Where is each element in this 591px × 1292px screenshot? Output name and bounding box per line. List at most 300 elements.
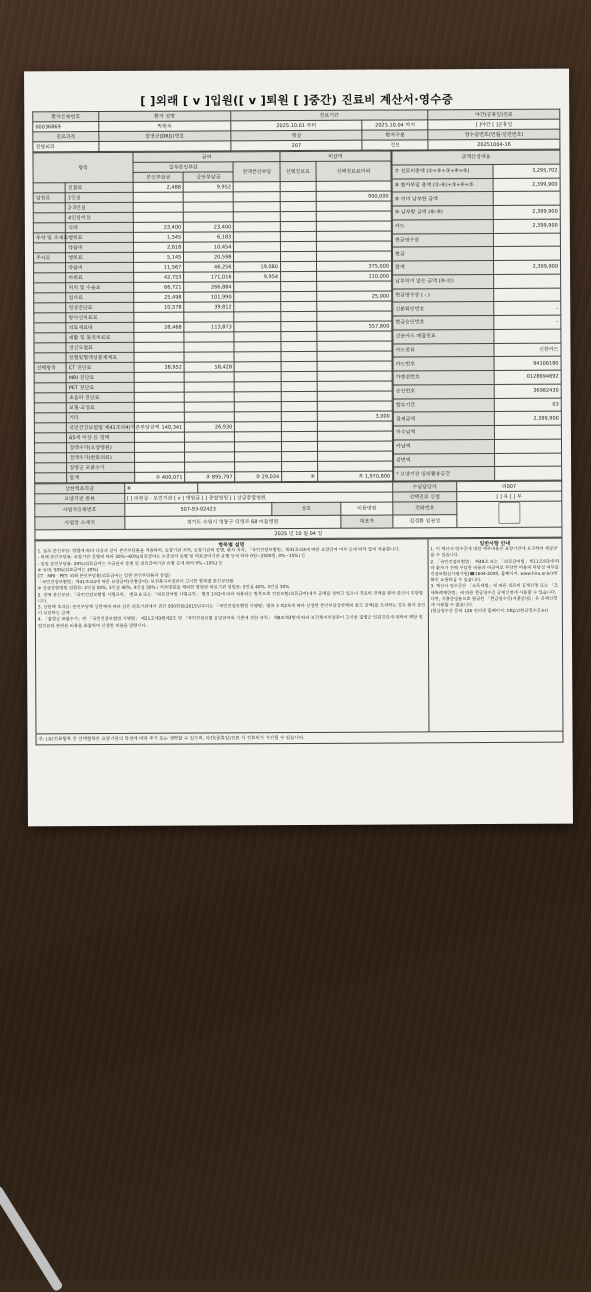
item-group xyxy=(34,393,66,403)
item-sel-pay xyxy=(281,401,317,411)
summary-row xyxy=(393,411,561,426)
item-ins-pay: 101,990 xyxy=(184,292,234,302)
dept-label: 진료과목 xyxy=(33,132,99,142)
summary-label: 합계 xyxy=(393,260,494,274)
summary-label: 결제금액 xyxy=(393,412,494,426)
item-full-pay xyxy=(234,332,281,342)
item-group xyxy=(34,413,66,423)
item-group xyxy=(34,353,66,363)
summary-value: 2,399,900 xyxy=(493,219,560,233)
period-to: 2025.10.04 까지 xyxy=(362,120,428,130)
item-self-pay xyxy=(134,372,184,382)
item-group: 선택항목 xyxy=(34,363,66,373)
item-sel-pay xyxy=(281,281,317,291)
name-label: 상호 xyxy=(272,502,341,515)
item-sel-pay xyxy=(281,351,317,361)
item-full-pay xyxy=(234,342,281,352)
item-notes xyxy=(34,538,429,734)
item-sel-other xyxy=(317,401,392,411)
tel-label: 전화번호 xyxy=(393,502,456,515)
period-from: 2025.10.01 부터 xyxy=(230,120,362,131)
header-table xyxy=(32,109,560,153)
item-ins-pay: 26,930 xyxy=(185,422,235,432)
item-sel-other: 375,000 xyxy=(316,261,391,271)
summary-value: - xyxy=(494,301,561,315)
summary-label: 감면액 xyxy=(394,453,495,467)
item-name: 처치 및 수술료 xyxy=(66,282,134,292)
note-item: 「국민건강보험법」제41조의4에 따른 요양급여(선별급여): 보건복지부장관이 고시한 항목별 본인부담률 xyxy=(37,579,234,586)
item-full-pay xyxy=(235,402,282,412)
drg xyxy=(99,141,231,152)
summary-value: 03 xyxy=(494,398,561,412)
item-ins-pay xyxy=(185,402,235,412)
item-full-pay xyxy=(234,282,281,292)
night-value: [ ]야간 [ ]공휴일 xyxy=(428,119,560,130)
summary-row xyxy=(393,425,561,440)
item-self-pay: 11,567 xyxy=(134,262,184,272)
item-sel-pay xyxy=(281,361,317,371)
item-full-pay: 9,954 xyxy=(234,272,281,282)
item-group xyxy=(33,183,65,193)
item-ins-pay xyxy=(185,452,235,462)
summary-label: 카납액 xyxy=(393,439,494,453)
ward-label: 병실 xyxy=(230,130,362,141)
item-sel-pay xyxy=(281,381,317,391)
item-full-pay xyxy=(235,452,282,462)
note-item: 1. 일부 본인부담: 법령에 따라 다음과 같이 본인부담률을 적용하며, 요양기관 지역, 요양기관의 종별, 환자 자격, 「국민건강보험법」제41조의4에 따른 요양급여 여부 등에 따라 달리 적용합니다. xyxy=(37,547,400,555)
hospital-name: 미듬병원 xyxy=(340,502,393,515)
item-group xyxy=(34,283,66,293)
item-name: 질병군 포괄수가 xyxy=(67,462,135,472)
summary-label: 신용카드 매출전표 xyxy=(393,329,494,343)
item-full-pay xyxy=(235,382,282,392)
item-sel-pay: ④ xyxy=(282,471,318,481)
general-item: 2. 「국민건강보험법」 제48조 또는 「의료급여법」제11조의3에 따라 환자가 전액 부담한 비용과 비급여로 부담한 비용의 타당성 여부를 건강보험심사평가원(☎1644-2000, 홈페이지: www.hira.or.kr)에 확인 요청하실 수 있습니다. xyxy=(430,559,560,584)
item-ins-pay xyxy=(184,202,234,212)
summary-label: 카드번호 xyxy=(393,357,494,371)
item-full-pay xyxy=(235,462,282,472)
item-group xyxy=(34,303,66,313)
item-sel-other xyxy=(317,451,392,461)
biz-no: 507-93-02423 xyxy=(124,503,272,517)
item-self-pay xyxy=(134,342,184,352)
item-self-pay: 66,721 xyxy=(134,282,184,292)
summary-value: - xyxy=(494,315,561,329)
patient-name-label: 환자 성명 xyxy=(99,111,231,122)
summary-row xyxy=(392,178,560,193)
item-ins-pay: 6,183 xyxy=(184,232,234,242)
notes-section xyxy=(34,538,563,735)
item-sel-other: 25,000 xyxy=(316,291,391,301)
item-sel-other xyxy=(317,371,392,381)
footnote: 주: (요)진료항목 중 선택항목은 요양기관의 특성에 따라 추가 또는 생략할 수 있으며, 야간(공휴일)진료 시 진료비가 가산될 수 있습니다. xyxy=(35,732,563,746)
item-name: 식대 xyxy=(66,222,134,232)
item-ins-pay xyxy=(184,352,234,362)
receipt-paper xyxy=(24,69,573,827)
item-group xyxy=(34,373,66,383)
item-ins-pay: 9,952 xyxy=(183,182,233,192)
summary-label: 현금영수증 xyxy=(392,233,493,247)
summary-label: 이수납액 xyxy=(393,425,494,439)
summary-row xyxy=(393,384,561,399)
item-sel-pay xyxy=(281,311,317,321)
summary-value: 2,399,900 xyxy=(493,260,560,274)
item-group xyxy=(34,273,66,283)
summary-value xyxy=(493,233,560,247)
summary-label: ⑧ 환자부담 총액 (①-⑥)+③+④+⑤ xyxy=(392,178,493,192)
item-name: 방사선치료료 xyxy=(66,312,134,322)
item-full-pay xyxy=(234,192,281,202)
item-self-pay xyxy=(135,442,185,452)
item-sel-other xyxy=(317,341,392,351)
hospital-stamp xyxy=(498,502,520,524)
summary-label: 할부기간 xyxy=(393,398,494,412)
issue-date: 2025 년 10 월 04 일 xyxy=(35,527,562,540)
item-sel-pay xyxy=(280,201,316,211)
note-item: - 입원 본인부담률: 20%(의료급여는 수급권자 종별 및 의료급여기관 유형 등에 따라 0%~10%) 등 xyxy=(37,561,223,567)
summary-label: 현금승인번호 xyxy=(393,315,494,329)
summary-row xyxy=(392,246,560,261)
summary-value: 0128694692 xyxy=(494,370,561,384)
item-self-pay: 2,618 xyxy=(134,242,184,252)
item-self-pay xyxy=(134,212,184,222)
item-name: 마취료 xyxy=(66,272,134,282)
summary-row xyxy=(393,370,561,385)
item-group: 투약 및 조제료 xyxy=(33,233,65,243)
item-sel-pay xyxy=(281,371,317,381)
summary-label: 신분확인번호 xyxy=(393,302,494,316)
item-name: 치료재료대 xyxy=(66,322,134,332)
item-sel-pay xyxy=(281,331,317,341)
item-ins-pay: ② 895,797 xyxy=(185,472,235,482)
summary-label: 승인번호 xyxy=(393,384,494,398)
item-sel-pay xyxy=(280,241,316,251)
summary-value: 36982430 xyxy=(494,384,561,398)
item-self-pay: 140,341 xyxy=(135,422,185,432)
item-sel-pay xyxy=(281,441,317,451)
ptype-label: 환자구분 xyxy=(362,130,428,140)
ward: 207 xyxy=(231,140,363,151)
item-row xyxy=(35,471,393,483)
item-self-pay xyxy=(135,412,185,422)
item-name: 2·3인실 xyxy=(65,202,133,212)
item-name: 약품비 xyxy=(66,242,134,252)
summary-label: 납부하지 않은 금액 (⑩-⑪) xyxy=(393,274,494,288)
note-item: 4. 「질병군 포괄수가」란 「국민건강보험법 시행령」 제21조제3항제2호 및 「국민건강보험 요양급여의 기준에 관한 규칙」 제8조제3항에 따라 보건복지부장관이 고시한 질병군 입원진료에 대하여 해당 입원진료와 관련된 비용을 포괄하여 산정한 비용을 말합니다. xyxy=(37,615,423,630)
col-item: 항목 xyxy=(33,152,133,183)
summary-value xyxy=(493,246,560,260)
item-sel-other xyxy=(317,361,392,371)
item-full-pay xyxy=(234,302,281,312)
item-self-pay xyxy=(134,332,184,342)
item-ins-pay xyxy=(184,312,234,322)
summary-row xyxy=(393,288,561,303)
hospital-stamp-cell xyxy=(456,501,562,528)
summary-value xyxy=(493,274,560,288)
summary-row xyxy=(393,356,561,371)
summary-row xyxy=(392,205,560,220)
summary-value: 신한카드 xyxy=(494,343,561,357)
item-name: 보철·교정료 xyxy=(66,402,134,412)
item-self-pay: 10,578 xyxy=(134,302,184,312)
summary-value: 2,399,900 xyxy=(494,411,561,425)
item-sel-pay xyxy=(280,181,316,191)
summary-row xyxy=(393,343,561,358)
item-sel-pay xyxy=(281,341,317,351)
col-self-pay: 본인부담금 xyxy=(133,172,183,182)
item-full-pay xyxy=(235,372,282,382)
receiver: 의007 xyxy=(456,481,562,492)
summary-row xyxy=(393,315,561,330)
patient-id-label: 환자등록번호 xyxy=(33,112,99,122)
item-sel-other xyxy=(317,331,392,341)
item-full-pay xyxy=(234,292,281,302)
summary-value xyxy=(494,425,561,439)
item-full-pay xyxy=(234,352,281,362)
item-group xyxy=(35,463,67,473)
item-ins-pay: 58,428 xyxy=(184,362,234,372)
main-grid xyxy=(32,150,562,484)
item-full-pay: 19,080 xyxy=(234,262,281,272)
item-sel-other xyxy=(317,301,392,311)
item-name: 초음파 진단료 xyxy=(66,392,134,402)
item-name: 진찰료 xyxy=(65,182,133,192)
summary-row xyxy=(393,274,561,289)
item-self-pay xyxy=(135,462,185,472)
summary-value xyxy=(494,453,561,467)
item-sel-other xyxy=(316,281,391,291)
item-sel-other xyxy=(317,441,392,451)
item-sel-other xyxy=(316,241,391,251)
item-self-pay xyxy=(133,192,183,202)
patient-name: 박현옥 xyxy=(99,121,231,132)
col-ins-pay: 공단부담금 xyxy=(183,172,233,182)
item-sel-pay xyxy=(281,301,317,311)
item-sel-other: 900,000 xyxy=(316,191,391,201)
item-name: 행위료 xyxy=(66,232,134,242)
item-full-pay xyxy=(235,432,282,442)
item-ins-pay xyxy=(185,432,235,442)
item-full-pay xyxy=(235,362,282,372)
summary-label: ⑦ 진료비총액 (①+②+③+④+⑤) xyxy=(392,164,493,178)
item-full-pay xyxy=(234,322,281,332)
item-self-pay: 38,952 xyxy=(134,362,184,372)
item-group xyxy=(34,433,66,443)
item-group xyxy=(33,223,65,233)
item-group xyxy=(34,443,66,453)
summary-value xyxy=(494,329,561,343)
item-full-pay xyxy=(235,412,282,422)
item-sel-other xyxy=(316,221,391,231)
col-self: 일부본인부담 xyxy=(133,162,233,173)
item-self-pay xyxy=(134,352,184,362)
rep-label: 대표자 xyxy=(340,515,393,528)
item-group xyxy=(35,473,67,483)
col-full: 전액본인부담 xyxy=(233,162,280,182)
item-full-pay xyxy=(234,232,281,242)
summary-label: ⑩ 납부할 금액 (⑧-⑨) xyxy=(392,205,493,219)
item-full-pay xyxy=(235,392,282,402)
item-group xyxy=(34,423,66,433)
item-group xyxy=(34,383,66,393)
summary-row xyxy=(392,191,560,206)
summary-value xyxy=(494,439,561,453)
item-sel-other xyxy=(316,201,391,211)
address: 경기도 수원시 영통구 덕영로 68 미듬병원 xyxy=(124,515,340,529)
item-sel-other xyxy=(316,181,391,191)
item-name: 65세 이상 등 정액 xyxy=(67,432,135,442)
item-sel-other xyxy=(317,461,392,471)
receiver-label: 수납담당자 xyxy=(393,482,456,492)
item-self-pay: 1,545 xyxy=(134,232,184,242)
summary-label: ⑨ 이미 납부한 금액 xyxy=(392,192,493,206)
item-full-pay xyxy=(234,252,281,262)
item-sel-pay xyxy=(281,321,317,331)
item-ins-pay xyxy=(184,372,234,382)
summary-value: 2,399,900 xyxy=(493,205,560,219)
item-sel-pay xyxy=(280,251,316,261)
item-full-pay xyxy=(235,422,282,432)
period-label: 진료기간 xyxy=(230,110,428,121)
representative: 김경환 임권성 xyxy=(393,515,456,528)
item-self-pay: 42,753 xyxy=(134,272,184,282)
item-group: 입원료 xyxy=(33,193,65,203)
item-ins-pay: 20,598 xyxy=(184,252,234,262)
item-group xyxy=(34,293,66,303)
summary-value: 2,399,900 xyxy=(493,178,560,192)
item-full-pay: ③ 29,034 xyxy=(235,472,282,482)
summary-row xyxy=(394,466,562,481)
general-item: 1. 이 계산서·영수증에 대한 세부내용은 요양기관에 요구하여 제공받을 수 있습니다. xyxy=(430,546,558,559)
item-full-pay xyxy=(234,222,281,232)
item-self-pay xyxy=(135,452,185,462)
sanghan-mark: ⑥ xyxy=(124,483,198,493)
note-item: CT · MRI · PET: 외래 본인부담률(의료급여는 입원 본인부담률과 동일) xyxy=(37,573,170,580)
item-sel-pay xyxy=(282,451,318,461)
items-table xyxy=(32,151,393,484)
item-full-pay xyxy=(234,202,281,212)
item-group xyxy=(33,243,65,253)
inst-type: [ ] 의원급 · 보건기관 [ v ] 병원급 [ ] 종합병원 [ ] 상급종합병원 xyxy=(124,492,393,503)
item-self-pay: 2,488 xyxy=(133,182,183,192)
summary-label: 카드 xyxy=(392,219,493,233)
item-sel-other xyxy=(317,381,392,391)
item-self-pay: 23,400 xyxy=(134,222,184,232)
item-name: 정신요법료 xyxy=(66,342,134,352)
item-sel-pay xyxy=(281,431,317,441)
summary-label: 현금 xyxy=(392,247,493,261)
item-name: 정액수가(완화의료) xyxy=(67,452,135,462)
item-sel-other xyxy=(317,311,392,321)
notes-title: 항목별 설명 xyxy=(218,542,245,549)
summary-row xyxy=(393,439,561,454)
item-group xyxy=(34,313,66,323)
item-self-pay: 5,145 xyxy=(134,252,184,262)
summary-row xyxy=(393,398,561,413)
item-group xyxy=(34,263,66,273)
general-item: 3. 계산서·영수증은 「소득세법」에 따른 의료비 공제신청 또는 「조세특례제한법」에 따른 현금영수증 공제신청에 사용할 수 있습니다. 다만, 지출증빙용으로 발급된 「현금영수증(지출증빙)」은 공제신청에 사용할 수 없습니다. xyxy=(430,584,559,609)
item-ins-pay xyxy=(184,212,234,222)
item-full-pay xyxy=(234,182,281,192)
item-group xyxy=(34,333,66,343)
item-ins-pay: 23,400 xyxy=(184,222,234,232)
general-title: 일반사항 안내 xyxy=(479,540,511,548)
summary-label: * 요양기관 임의활용공간 xyxy=(394,467,495,481)
item-full-pay xyxy=(235,442,282,452)
summary-value xyxy=(494,466,561,480)
item-name: MRI 진단료 xyxy=(66,372,134,382)
item-sel-other xyxy=(317,351,392,361)
dept: 정형외과 xyxy=(33,142,99,152)
item-sel-pay xyxy=(280,211,316,221)
col-pay: 급여 xyxy=(133,152,280,163)
item-sel-pay xyxy=(281,261,317,271)
summary-value xyxy=(493,288,560,302)
item-sel-pay xyxy=(280,221,316,231)
item-sel-pay xyxy=(281,271,317,281)
patient-id: 00036869 xyxy=(33,122,99,132)
summary-value: 3,295,702 xyxy=(493,164,560,178)
receipt-no-label: 영수증번호(연월-일련번호) xyxy=(428,129,560,140)
sanghan-label: 상한액초과금 xyxy=(35,483,125,493)
item-ins-pay: 39,812 xyxy=(184,302,234,312)
summary-row xyxy=(393,260,561,275)
item-ins-pay xyxy=(185,462,235,472)
item-sel-pay xyxy=(281,391,317,401)
summary-row xyxy=(392,219,560,234)
item-name: 영상진단료 xyxy=(66,302,134,312)
item-group: 주사료 xyxy=(33,253,65,263)
inst-type-label: 요양기관 종류 xyxy=(35,493,125,503)
summary-row xyxy=(393,329,561,344)
item-ins-pay: 113,873 xyxy=(184,322,234,332)
item-group xyxy=(34,403,66,413)
item-self-pay xyxy=(134,402,184,412)
item-ins-pay: 10,454 xyxy=(184,242,234,252)
note-item: - 외래 본인부담률: 요양기관 종별에 따라 30%~60%(의료급여는 수급권자 종별 및 의료급여기관 유형 등에 따라 0원~2500원, 0%~15%) 등 xyxy=(37,554,306,561)
item-self-pay xyxy=(134,312,184,322)
general-item: (현금영수증 문의 126 인터넷 홈페이지: http://현금영수증.kr) xyxy=(430,608,549,615)
item-group xyxy=(33,203,65,213)
summary-label: 현금영수증 ( - ) xyxy=(393,288,494,302)
item-self-pay xyxy=(134,382,184,392)
item-sel-other xyxy=(316,211,391,221)
item-full-pay xyxy=(234,242,281,252)
drg-label: 질병군(DRG)번호 xyxy=(99,131,231,142)
item-self-pay: 28,468 xyxy=(134,322,184,332)
item-full-pay xyxy=(234,212,281,222)
item-sel-other xyxy=(317,431,392,441)
item-sel-other xyxy=(317,391,392,401)
note-item: ※ 식대: 50%(의료급여는 20%) xyxy=(37,567,99,574)
item-ins-pay xyxy=(184,192,234,202)
item-ins-pay: 171,016 xyxy=(184,272,234,282)
item-sel-pay xyxy=(281,411,317,421)
summary-label: 카드종류 xyxy=(393,343,494,357)
item-sel-pay xyxy=(281,291,317,301)
summary-row xyxy=(392,233,560,248)
item-sel-other xyxy=(317,421,392,431)
item-self-pay xyxy=(133,202,183,212)
summary-row xyxy=(392,164,560,179)
item-name: PET 진단료 xyxy=(66,382,134,392)
item-sel-other: 110,000 xyxy=(316,271,391,281)
receipt-no: 20251004-16 xyxy=(428,139,560,150)
receipt-body xyxy=(32,109,563,746)
item-ins-pay xyxy=(184,382,234,392)
item-self-pay: ① 400,071 xyxy=(135,472,185,482)
item-group xyxy=(34,323,66,333)
